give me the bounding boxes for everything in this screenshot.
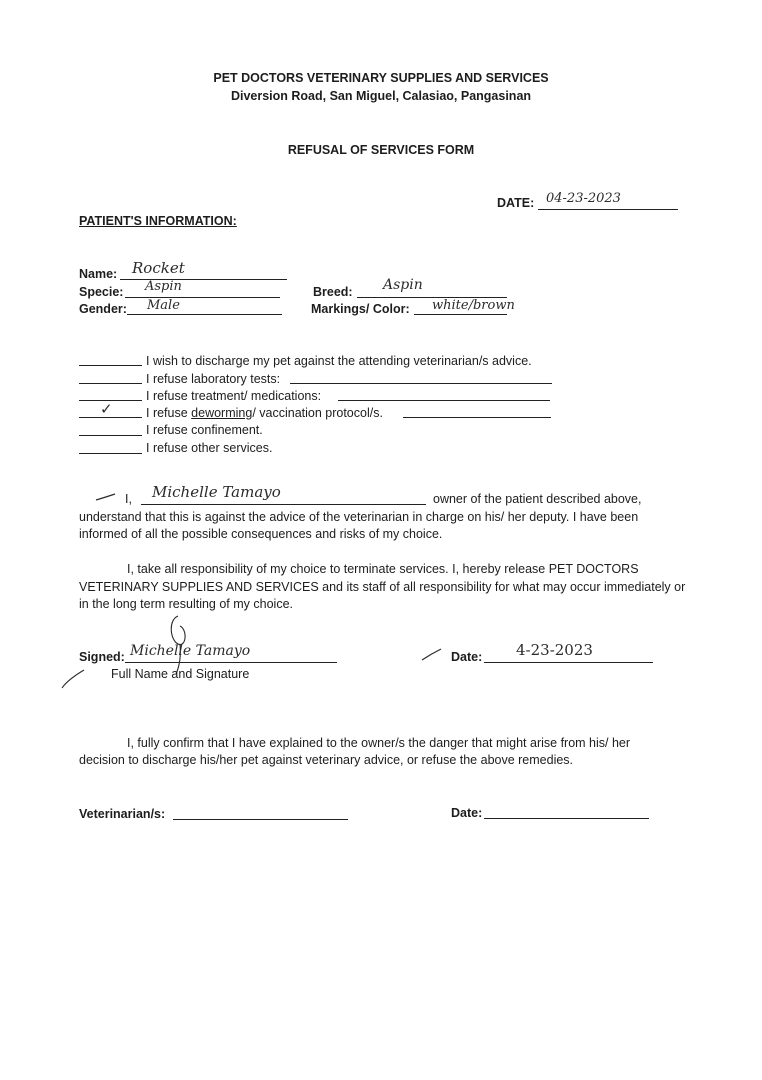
markings-label: Markings/ Color:: [311, 302, 410, 316]
markings-line: [414, 314, 507, 315]
signature-date-line[interactable]: [484, 662, 653, 663]
veterinarian-line[interactable]: [173, 819, 348, 820]
owner-prefix: I,: [125, 492, 132, 506]
patient-section-title: PATIENT'S INFORMATION:: [79, 214, 237, 228]
date-value: 04-23-2023: [546, 191, 621, 206]
form-title: REFUSAL OF SERVICES FORM: [287, 143, 475, 157]
signed-value: Michelle Tamayo: [130, 643, 251, 659]
option-treatment: I refuse treatment/ medications:: [146, 389, 322, 403]
option-blank-2[interactable]: [79, 383, 142, 384]
veterinarian-date-line[interactable]: [484, 818, 649, 819]
option-confinement: I refuse confinement.: [146, 423, 263, 437]
option-other-services: I refuse other services.: [146, 441, 273, 455]
breed-label: Breed:: [313, 285, 353, 299]
gender-line: [127, 314, 282, 315]
specie-value: Aspin: [145, 279, 182, 294]
specie-label: Specie:: [79, 285, 124, 299]
owner-name: Michelle Tamayo: [152, 483, 281, 501]
lab-tests-line[interactable]: [290, 383, 552, 384]
signature-date-value: 4-23-2023: [516, 641, 593, 659]
treatment-line[interactable]: [338, 400, 550, 401]
owner-line1-suffix: owner of the patient described above,: [433, 492, 642, 506]
option-blank-6[interactable]: [79, 453, 142, 454]
markings-value: white/brown: [432, 298, 515, 313]
signature-caption: Full Name and Signature: [111, 667, 250, 681]
confirmation-line2: decision to discharge his/her pet against veterinary advice, or refuse the above remedies.: [79, 753, 574, 767]
option-discharge: I wish to discharge my pet against the attending veterinarian/s advice.: [146, 354, 532, 368]
name-value: Rocket: [132, 259, 185, 277]
responsibility-line3: in the long term resulting of my choice.: [79, 597, 293, 611]
option-blank-5[interactable]: [79, 435, 142, 436]
signed-label: Signed:: [79, 650, 125, 664]
owner-line3: informed of all the possible consequences and risks of my choice.: [79, 527, 443, 541]
option-check-mark: ✓: [100, 400, 113, 418]
veterinarian-label: Veterinarian/s:: [79, 807, 166, 821]
breed-value: Aspin: [383, 277, 423, 293]
option-deworming: I refuse deworming/ vaccination protocol/s.: [146, 406, 383, 420]
owner-tick-mark-icon: [95, 492, 117, 504]
date-line: [538, 209, 678, 210]
company-address: Diversion Road, San Miguel, Calasiao, Pangasinan: [230, 89, 532, 103]
date-label: DATE:: [497, 196, 535, 210]
name-label: Name:: [79, 267, 118, 281]
option-lab-tests: I refuse laboratory tests:: [146, 372, 281, 386]
gender-label: Gender:: [79, 302, 127, 316]
responsibility-line1: I, take all responsibility of my choice to terminate services. I, hereby release PET DOCTORS: [127, 562, 639, 576]
gender-value: Male: [147, 298, 180, 313]
company-name: PET DOCTORS VETERINARY SUPPLIES AND SERVICES: [213, 71, 549, 85]
responsibility-line2: VETERINARY SUPPLIES AND SERVICES and its staff of all responsibility for what may occur immediately or: [79, 580, 686, 594]
signature-date-label: Date:: [451, 650, 483, 664]
owner-line2: understand that this is against the advice of the veterinarian in charge on his/ her deputy. I have been: [79, 510, 639, 524]
option-blank-1[interactable]: [79, 365, 142, 366]
date-tick-mark-icon: [421, 648, 443, 662]
veterinarian-date-label: Date:: [451, 806, 483, 820]
owner-name-line[interactable]: [141, 504, 426, 505]
deworming-line[interactable]: [403, 417, 551, 418]
confirmation-line1: I, fully confirm that I have explained to the owner/s the danger that might arise from his/ her: [127, 736, 631, 750]
